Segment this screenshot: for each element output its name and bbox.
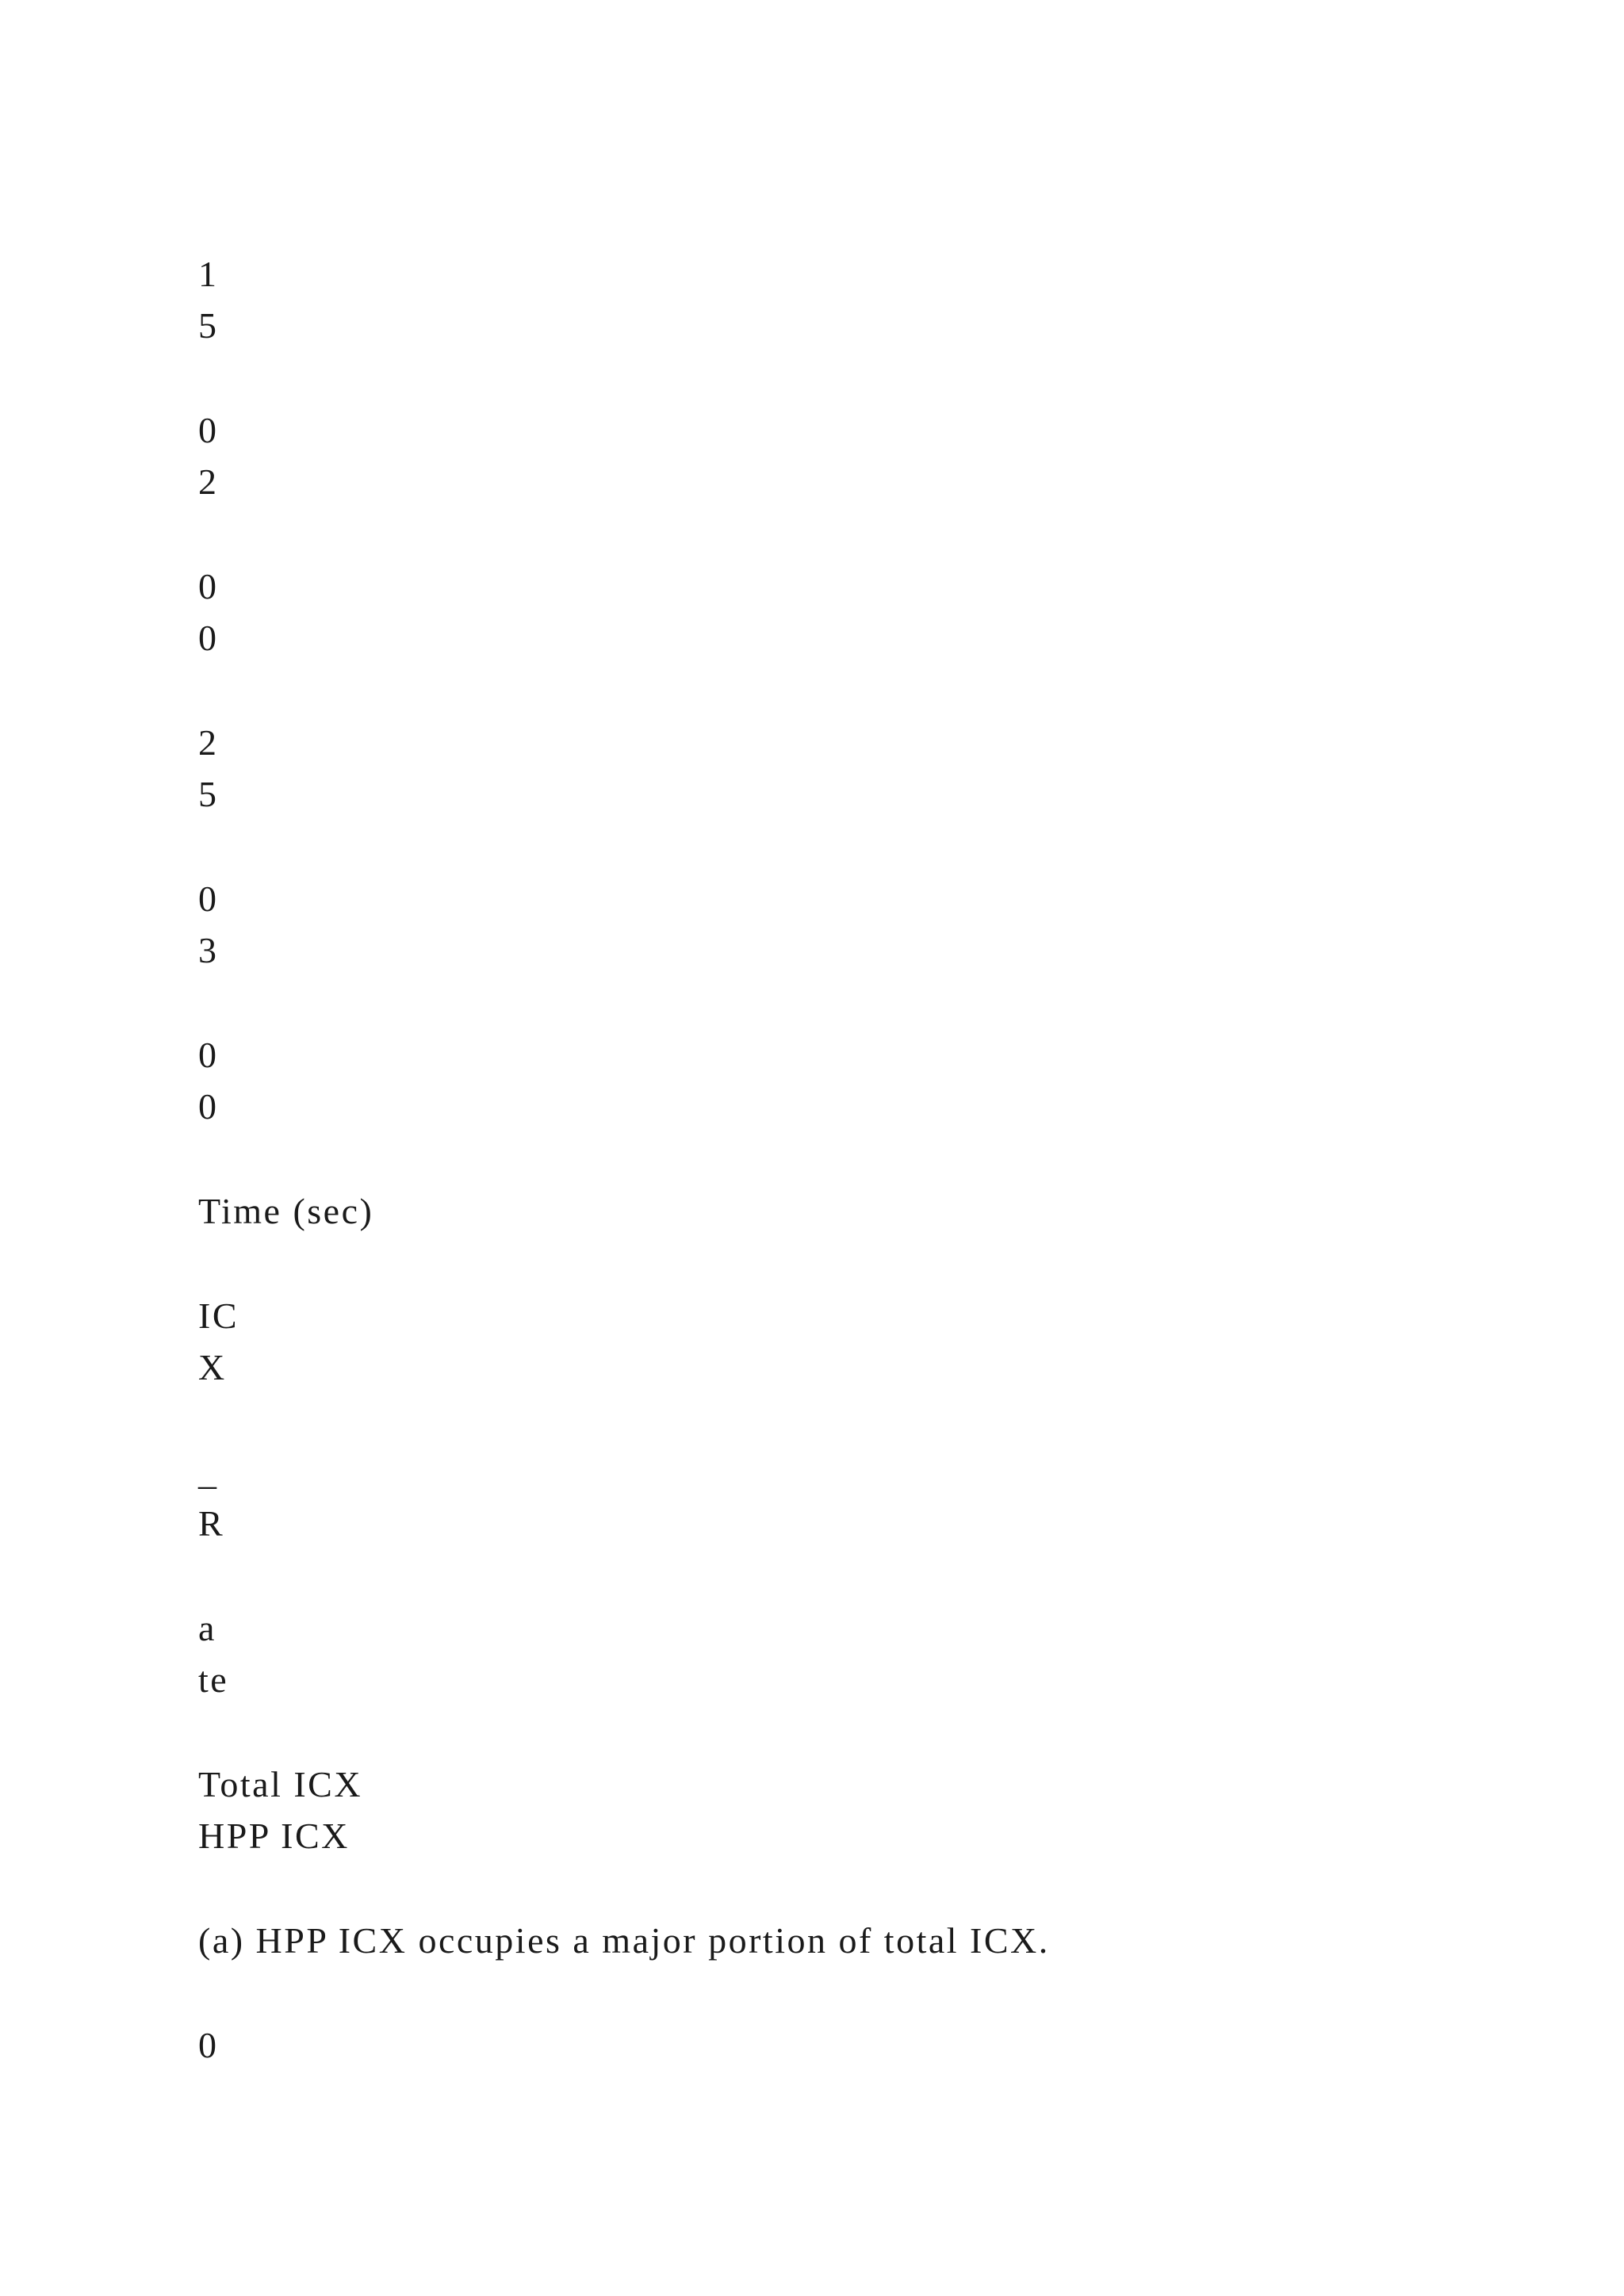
text-line: a — [198, 1608, 216, 1648]
figure-caption: (a) HPP ICX occupies a major portion of total ICX. — [198, 1920, 1050, 1961]
text-line: 2 — [198, 722, 219, 763]
text-line: 2 — [198, 461, 219, 502]
text-line: _ — [198, 1452, 219, 1492]
text-line: 0 — [198, 2025, 219, 2065]
text-line: 0 — [198, 566, 219, 607]
text-line: 5 — [198, 774, 219, 814]
document-page — [198, 0, 1586, 2296]
axis-label-time: Time (sec) — [198, 1191, 374, 1231]
text-line: 5 — [198, 305, 219, 346]
legend-entry: Total ICX — [198, 1764, 363, 1804]
text-line: 0 — [198, 410, 219, 450]
text-line: R — [198, 1503, 225, 1544]
text-line: 0 — [198, 618, 219, 658]
text-line: te — [198, 1659, 229, 1700]
text-line: 0 — [198, 878, 219, 919]
text-line: 1 — [198, 254, 219, 294]
text-line: X — [198, 1347, 227, 1387]
text-line: 3 — [198, 930, 219, 970]
legend-entry: HPP ICX — [198, 1816, 350, 1856]
text-line: 0 — [198, 1035, 219, 1075]
text-line: 0 — [198, 1086, 219, 1127]
text-line: IC — [198, 1295, 239, 1336]
